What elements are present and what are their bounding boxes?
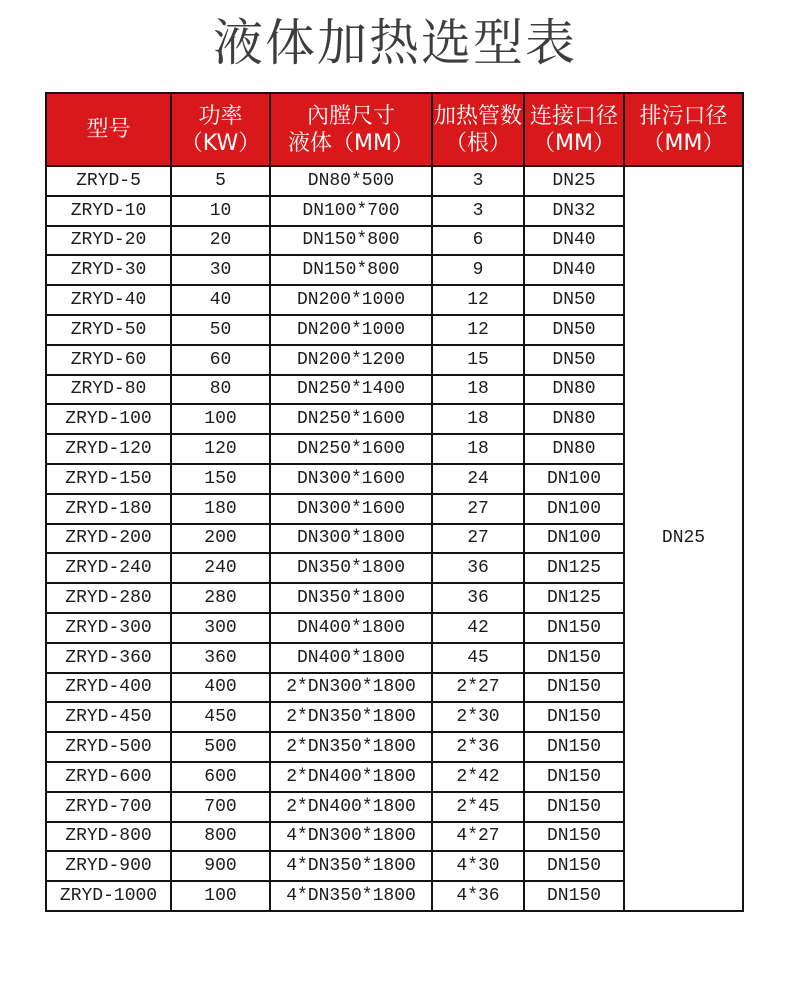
cell-model: ZRYD-400 (46, 673, 171, 703)
cell-inner-size: 2*DN400*1800 (270, 762, 432, 792)
cell-model: ZRYD-200 (46, 524, 171, 554)
table-header (46, 93, 743, 166)
cell-inner-size: DN200*1000 (270, 315, 432, 345)
cell-model: ZRYD-80 (46, 375, 171, 405)
header-connection-diameter-unit: （MM） (533, 130, 615, 156)
cell-tube-count: 36 (432, 583, 524, 613)
cell-model: ZRYD-900 (46, 851, 171, 881)
cell-inner-size: DN400*1800 (270, 643, 432, 673)
cell-power: 360 (171, 643, 270, 673)
cell-power: 80 (171, 375, 270, 405)
cell-model: ZRYD-280 (46, 583, 171, 613)
cell-power: 180 (171, 494, 270, 524)
table-row (46, 166, 743, 196)
header-connection-diameter (524, 93, 624, 166)
cell-power: 50 (171, 315, 270, 345)
cell-tube-count: 18 (432, 404, 524, 434)
cell-model: ZRYD-500 (46, 732, 171, 762)
cell-power: 280 (171, 583, 270, 613)
cell-inner-size: DN350*1800 (270, 583, 432, 613)
cell-connection-diameter: DN80 (524, 404, 624, 434)
header-drain-diameter-label: 排污口径 (639, 103, 728, 129)
cell-tube-count: 15 (432, 345, 524, 375)
cell-tube-count: 36 (432, 553, 524, 583)
cell-inner-size: 2*DN300*1800 (270, 673, 432, 703)
cell-model: ZRYD-600 (46, 762, 171, 792)
cell-connection-diameter: DN150 (524, 643, 624, 673)
cell-inner-size: DN150*800 (270, 226, 432, 256)
cell-connection-diameter: DN40 (524, 226, 624, 256)
cell-model: ZRYD-300 (46, 613, 171, 643)
cell-power: 600 (171, 762, 270, 792)
cell-tube-count: 2*45 (432, 792, 524, 822)
cell-power: 150 (171, 464, 270, 494)
cell-connection-diameter: DN40 (524, 255, 624, 285)
cell-power: 100 (171, 404, 270, 434)
cell-model: ZRYD-20 (46, 226, 171, 256)
header-model (46, 93, 171, 166)
cell-connection-diameter: DN50 (524, 315, 624, 345)
cell-power: 10 (171, 196, 270, 226)
cell-power: 40 (171, 285, 270, 315)
cell-inner-size: DN200*1200 (270, 345, 432, 375)
cell-power: 30 (171, 255, 270, 285)
cell-connection-diameter: DN100 (524, 464, 624, 494)
cell-power: 60 (171, 345, 270, 375)
cell-tube-count: 3 (432, 166, 524, 196)
cell-inner-size: DN250*1600 (270, 434, 432, 464)
cell-power: 120 (171, 434, 270, 464)
cell-tube-count: 18 (432, 434, 524, 464)
header-power-unit: （KW） (180, 130, 261, 156)
cell-tube-count: 4*36 (432, 881, 524, 911)
header-tube-count-unit: （根） (444, 130, 511, 156)
cell-model: ZRYD-180 (46, 494, 171, 524)
cell-model: ZRYD-150 (46, 464, 171, 494)
cell-power: 700 (171, 792, 270, 822)
cell-connection-diameter: DN100 (524, 494, 624, 524)
cell-connection-diameter: DN80 (524, 434, 624, 464)
cell-power: 20 (171, 226, 270, 256)
cell-inner-size: 4*DN350*1800 (270, 881, 432, 911)
header-connection-diameter-label: 连接口径 (529, 103, 618, 129)
cell-inner-size: DN100*700 (270, 196, 432, 226)
cell-power: 800 (171, 822, 270, 852)
cell-connection-diameter: DN150 (524, 851, 624, 881)
cell-tube-count: 24 (432, 464, 524, 494)
cell-inner-size: 4*DN300*1800 (270, 822, 432, 852)
cell-connection-diameter: DN150 (524, 702, 624, 732)
cell-inner-size: DN150*800 (270, 255, 432, 285)
header-inner-size (270, 93, 432, 166)
header-power (171, 93, 270, 166)
cell-inner-size: 4*DN350*1800 (270, 851, 432, 881)
header-drain-diameter-unit: （MM） (642, 130, 725, 156)
cell-tube-count: 27 (432, 524, 524, 554)
cell-tube-count: 2*27 (432, 673, 524, 703)
cell-connection-diameter: DN125 (524, 553, 624, 583)
cell-power: 300 (171, 613, 270, 643)
cell-inner-size: DN250*1400 (270, 375, 432, 405)
cell-connection-diameter: DN150 (524, 673, 624, 703)
cell-connection-diameter: DN25 (524, 166, 624, 196)
cell-model: ZRYD-40 (46, 285, 171, 315)
cell-model: ZRYD-800 (46, 822, 171, 852)
cell-inner-size: 2*DN350*1800 (270, 702, 432, 732)
cell-power: 500 (171, 732, 270, 762)
cell-inner-size: DN300*1800 (270, 524, 432, 554)
cell-model: ZRYD-120 (46, 434, 171, 464)
cell-connection-diameter: DN100 (524, 524, 624, 554)
cell-model: ZRYD-240 (46, 553, 171, 583)
cell-tube-count: 2*42 (432, 762, 524, 792)
cell-inner-size: DN200*1000 (270, 285, 432, 315)
cell-tube-count: 12 (432, 285, 524, 315)
cell-tube-count: 4*30 (432, 851, 524, 881)
cell-tube-count: 27 (432, 494, 524, 524)
header-drain-diameter (624, 93, 743, 166)
table-body (46, 166, 743, 911)
cell-inner-size: 2*DN350*1800 (270, 732, 432, 762)
cell-inner-size: DN350*1800 (270, 553, 432, 583)
cell-tube-count: 4*27 (432, 822, 524, 852)
cell-power: 240 (171, 553, 270, 583)
cell-power: 400 (171, 673, 270, 703)
cell-model: ZRYD-50 (46, 315, 171, 345)
cell-drain-diameter-merged: DN25 (624, 166, 743, 911)
page-title: 液体加热选型表 (213, 14, 577, 72)
cell-model: ZRYD-100 (46, 404, 171, 434)
cell-connection-diameter: DN50 (524, 345, 624, 375)
cell-tube-count: 3 (432, 196, 524, 226)
cell-tube-count: 45 (432, 643, 524, 673)
cell-connection-diameter: DN150 (524, 822, 624, 852)
header-inner-size-label: 內膛尺寸 (306, 103, 395, 129)
cell-inner-size: 2*DN400*1800 (270, 792, 432, 822)
cell-tube-count: 2*30 (432, 702, 524, 732)
cell-tube-count: 18 (432, 375, 524, 405)
cell-model: ZRYD-60 (46, 345, 171, 375)
cell-inner-size: DN250*1600 (270, 404, 432, 434)
cell-connection-diameter: DN150 (524, 792, 624, 822)
cell-power: 450 (171, 702, 270, 732)
cell-tube-count: 9 (432, 255, 524, 285)
cell-connection-diameter: DN150 (524, 732, 624, 762)
cell-tube-count: 42 (432, 613, 524, 643)
cell-connection-diameter: DN125 (524, 583, 624, 613)
cell-connection-diameter: DN150 (524, 613, 624, 643)
cell-connection-diameter: DN50 (524, 285, 624, 315)
cell-connection-diameter: DN80 (524, 375, 624, 405)
cell-model: ZRYD-1000 (46, 881, 171, 911)
cell-connection-diameter: DN32 (524, 196, 624, 226)
header-tube-count-label: 加热管数 (433, 103, 522, 129)
header-inner-size-unit: 液体（MM） (288, 130, 414, 156)
cell-model: ZRYD-360 (46, 643, 171, 673)
cell-model: ZRYD-450 (46, 702, 171, 732)
cell-model: ZRYD-10 (46, 196, 171, 226)
header-row (46, 93, 743, 166)
header-power-label: 功率 (198, 103, 243, 129)
cell-inner-size: DN80*500 (270, 166, 432, 196)
cell-model: ZRYD-5 (46, 166, 171, 196)
cell-model: ZRYD-700 (46, 792, 171, 822)
heating-selection-table (45, 92, 744, 912)
header-model-label: 型号 (86, 117, 131, 142)
cell-inner-size: DN400*1800 (270, 613, 432, 643)
cell-power: 900 (171, 851, 270, 881)
cell-inner-size: DN300*1600 (270, 464, 432, 494)
cell-connection-diameter: DN150 (524, 881, 624, 911)
header-tube-count (432, 93, 524, 166)
cell-power: 100 (171, 881, 270, 911)
cell-connection-diameter: DN150 (524, 762, 624, 792)
cell-tube-count: 6 (432, 226, 524, 256)
cell-inner-size: DN300*1600 (270, 494, 432, 524)
cell-power: 5 (171, 166, 270, 196)
cell-tube-count: 2*36 (432, 732, 524, 762)
cell-power: 200 (171, 524, 270, 554)
cell-tube-count: 12 (432, 315, 524, 345)
cell-model: ZRYD-30 (46, 255, 171, 285)
